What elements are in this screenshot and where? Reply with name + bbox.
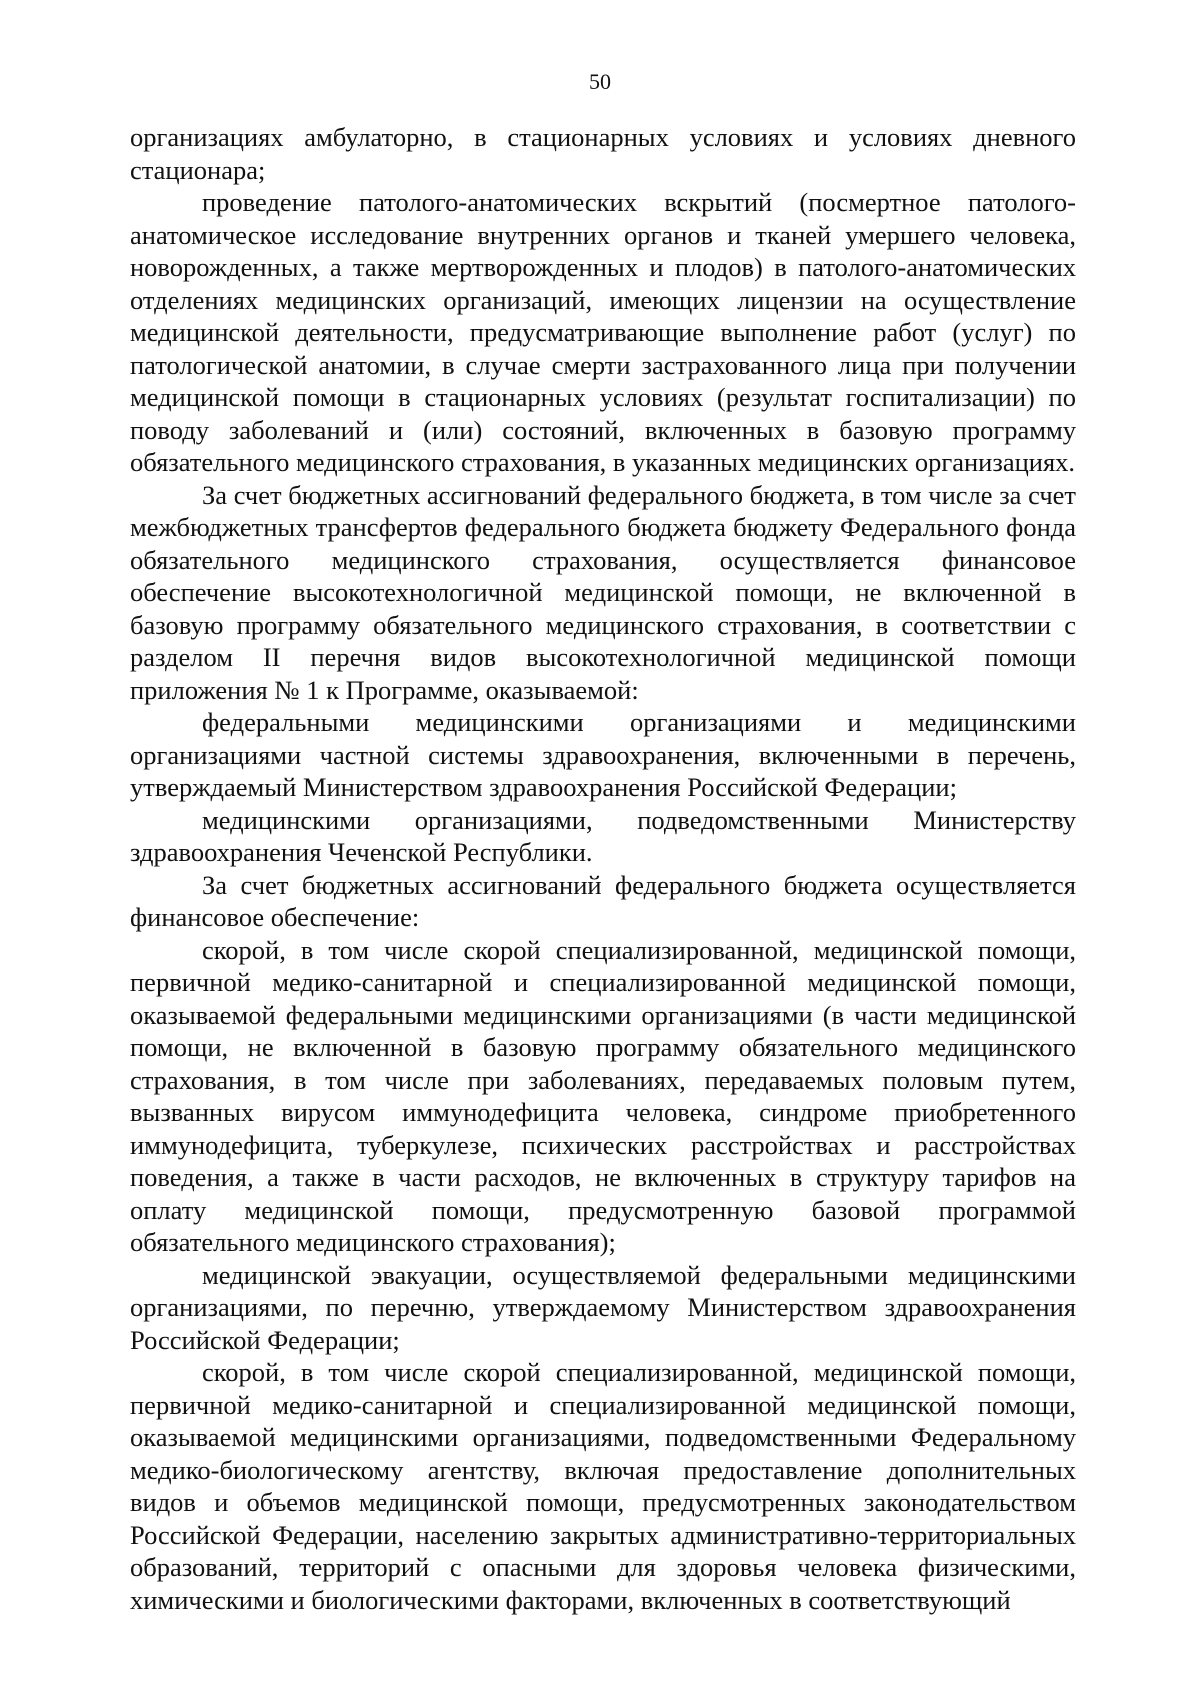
paragraph-chechen-organizations: медицинскими организациями, подведомственными Министерству здравоохранения Чеченской Республики. — [130, 804, 1076, 867]
paragraph-emergency-care-federal: скорой, в том числе скорой специализированной, медицинской помощи, первичной медико-санитарной и специализированной медицинской помощи, оказываемой федеральными медицинскими организациями (в части медицинской помощи, не включенной в базовую программу обязательного медицинского страхования, в том числе при заболеваниях, передаваемых половым путем, вызванных вирусом иммунодефицита человека, синдроме приобретенного иммунодефицита, туберкулезе, психических расстройствах и расстройствах поведения, а также в части расходов, не включенных в структуру тарифов на оплату медицинской помощи, предусмотренную базовой программой обязательного медицинского страхования); — [130, 934, 1076, 1257]
paragraph-fmba-care: скорой, в том числе скорой специализированной, медицинской помощи, первичной медико-санитарной и специализированной медицинской помощи, оказываемой медицинскими организациями, подведомственными Федеральному медико-биологическому агентству, включая предоставление дополнительных видов и объемов медицинской помощи, предусмотренных законодательством Российской Федерации, населению закрытых административно-территориальных образований, территорий с опасными для здоровья человека физическими, химическими и биологическими факторами, включенных в соответствующий — [130, 1357, 1076, 1615]
paragraph-continuation: организациях амбулаторно, в стационарных условиях и условиях дневного стационара; — [130, 122, 1076, 185]
page-number: 50 — [589, 69, 611, 94]
paragraph-autopsy: проведение патолого-анатомических вскрытий (посмертное патолого-анатомическое исследование внутренних органов и тканей умершего человека, новорожденных, а также мертворожденных и плодов) в патолого-анатомических отделениях медицинских организаций, имеющих лицензии на осуществление медицинской деятельности, предусматривающие выполнение работ (услуг) по патологической анатомии, в случае смерти застрахованного лица при получении медицинской помощи в стационарных условиях (результат госпитализации) по поводу заболеваний и (или) состояний, включенных в базовую программу обязательного медицинского страхования, в указанных медицинских организациях. — [130, 187, 1076, 477]
paragraph-federal-budget-htmc: За счет бюджетных ассигнований федерального бюджета, в том числе за счет межбюджетных трансфертов федерального бюджета бюджету Федерального фонда обязательного медицинского страхования, осуществляется финансовое обеспечение высокотехнологичной медицинской помощи, не включенной в базовую программу обязательного медицинского страхования, в соответствии с разделом II перечня видов высокотехнологичной медицинской помощи приложения № 1 к Программе, оказываемой: — [130, 479, 1076, 705]
paragraph-medical-evacuation: медицинской эвакуации, осуществляемой федеральными медицинскими организациями, по перечню, утверждаемому Министерством здравоохранения Российской Федерации; — [130, 1259, 1076, 1355]
paragraph-federal-budget-financing: За счет бюджетных ассигнований федерального бюджета осуществляется финансовое обеспечение: — [130, 869, 1076, 932]
paragraph-federal-organizations: федеральными медицинскими организациями и медицинскими организациями частной системы здравоохранения, включенными в перечень, утверждаемый Министерством здравоохранения Российской Федерации; — [130, 707, 1076, 802]
document-body — [130, 121, 1076, 1616]
